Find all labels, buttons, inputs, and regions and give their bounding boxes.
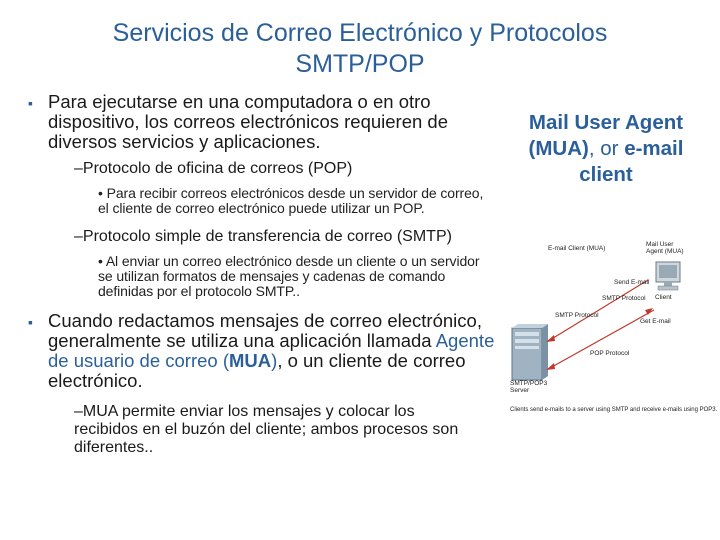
bullet-mua-bold: MUA bbox=[229, 350, 272, 371]
bullet-marker-icon: ▪ bbox=[28, 314, 33, 330]
bullet-mua-text-a: Cuando redactamos mensajes de correo electrónico, generalmente se utiliza una aplicación llamada bbox=[48, 310, 482, 351]
sub-bullet-mua-note-text: –MUA permite enviar los mensajes y colocar los recibidos en el buzón del cliente; ambos procesos son diferentes.. bbox=[74, 403, 459, 456]
bullet-marker-icon: ▪ bbox=[28, 95, 33, 111]
pop-label: POP Protocol bbox=[590, 350, 630, 357]
bullet-list bbox=[28, 92, 496, 457]
client-word: Client bbox=[655, 294, 672, 301]
send-label: Send E-mail bbox=[614, 279, 650, 286]
server-label: SMTP/POP3 Server bbox=[510, 380, 548, 394]
detail-pop bbox=[98, 186, 496, 216]
side-title-or: , or bbox=[588, 137, 625, 160]
computer-icon bbox=[656, 262, 680, 290]
sub-bullet-mua-note bbox=[74, 403, 476, 457]
bullet-mua-highlight-end: ) bbox=[271, 350, 278, 371]
slide-title bbox=[20, 18, 700, 80]
slide-title-line1: Servicios de Correo Electrónico y Protocolos bbox=[112, 19, 608, 47]
side-title-client: e-mail client bbox=[579, 137, 684, 186]
detail-smtp bbox=[98, 254, 496, 299]
detail-pop-text: • Para recibir correos electrónicos desde un servidor de correo, el cliente de correo electrónico puede utilizar un POP. bbox=[98, 185, 484, 216]
side-title bbox=[500, 110, 712, 188]
bullet-item bbox=[28, 92, 496, 152]
smtp-label-2: SMTP Protocol bbox=[555, 312, 599, 319]
smtp-label-1: SMTP Protocol bbox=[602, 295, 646, 302]
sub-bullet-smtp-label: –Protocolo simple de transferencia de correo (SMTP) bbox=[74, 228, 452, 245]
diagram-caption: Clients send e-mails to a server using SMTP and receive e-mails using POP3. bbox=[510, 407, 718, 413]
agent-label: Mail User Agent (MUA) bbox=[646, 241, 684, 255]
email-diagram-graphic bbox=[498, 228, 714, 428]
detail-smtp-text: • Al enviar un correo electrónico desde un cliente o un servidor se utilizan formatos de mensajes y cadenas de comando definidas por el protocolo SMTP.. bbox=[98, 253, 480, 299]
slide-title-line2: SMTP/POP bbox=[295, 50, 425, 78]
bullet-mua-highlight: Agente de usuario de correo ( bbox=[48, 330, 495, 371]
sub-bullet-pop bbox=[74, 160, 496, 178]
bullet-text: Para ejecutarse en una computadora o en otro dispositivo, los correos electrónicos requieren de diversos servicios y aplicaciones. bbox=[48, 91, 449, 152]
bullet-mua-text-b: , o un cliente de correo electrónico. bbox=[48, 350, 466, 391]
sub-bullet-smtp bbox=[74, 228, 496, 246]
get-label: Get E-mail bbox=[640, 318, 671, 325]
client-label: E-mail Client (MUA) bbox=[548, 245, 606, 252]
bullet-item-mua bbox=[28, 311, 496, 391]
side-title-mua: Mail User Agent (MUA) bbox=[528, 111, 684, 160]
email-diagram bbox=[498, 228, 718, 428]
server-icon bbox=[512, 324, 548, 380]
sub-bullet-pop-label: –Protocolo de oficina de correos (POP) bbox=[74, 160, 353, 177]
